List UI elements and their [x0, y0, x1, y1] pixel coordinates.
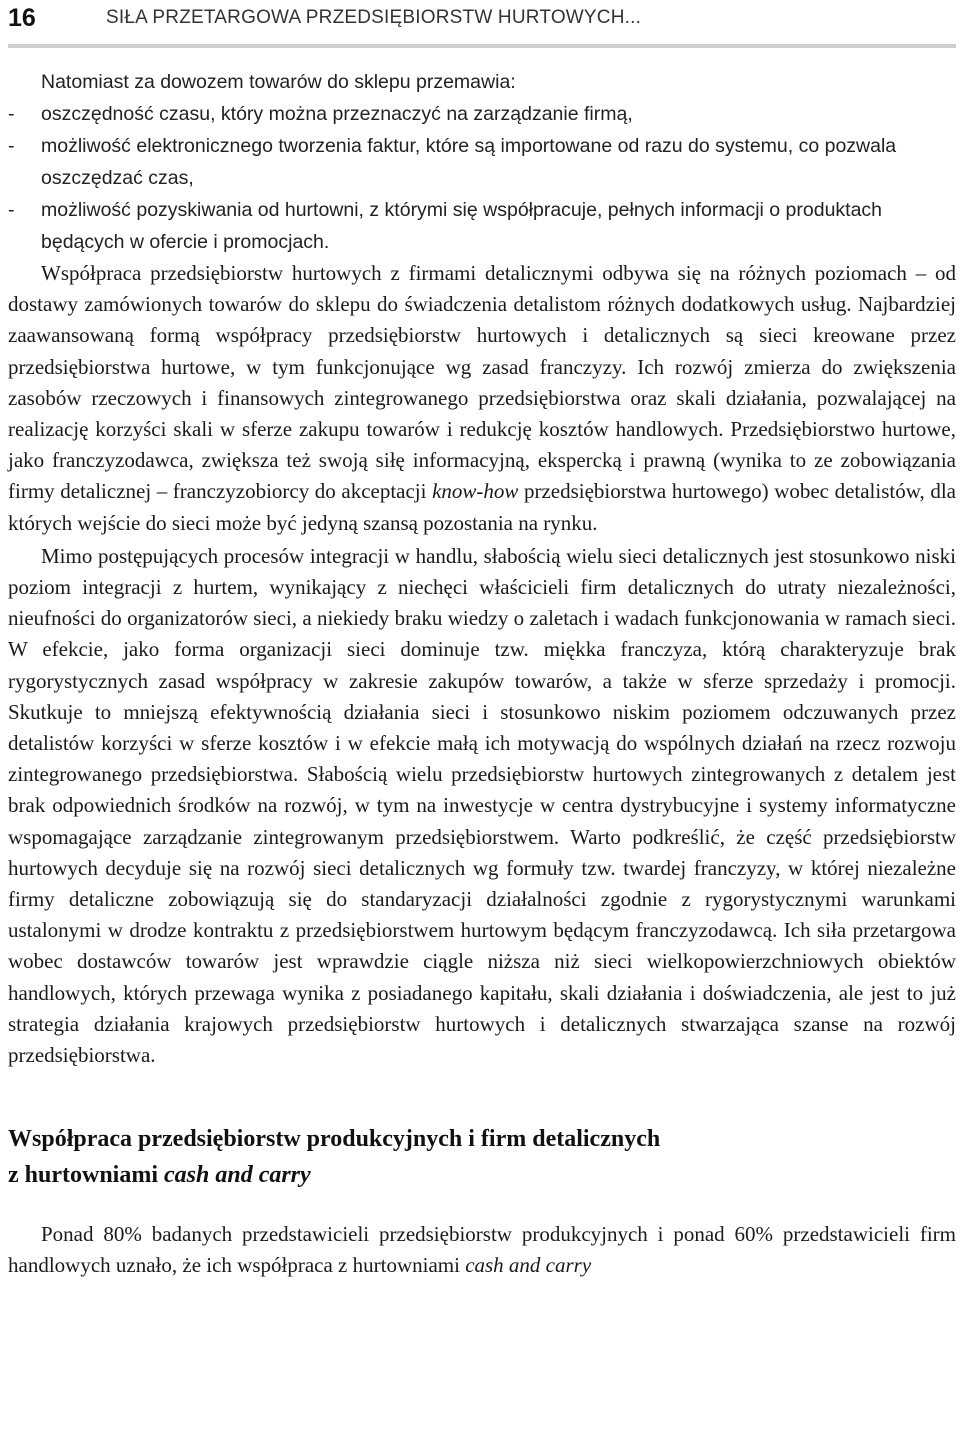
bullet-text: możliwość elektronicznego tworzenia faktur, które są importowane od razu do systemu, co pozwala oszczędzać czas, — [41, 135, 897, 189]
paragraph-cooperation — [8, 258, 956, 539]
paragraph-text: Współpraca przedsiębiorstw hurtowych z firmami detalicznymi odbywa się na różnych poziomach – od dostawy zamówionych towarów do sklepu do świadczenia detalistom różnych dodatkowych usług. Najbardziej zaawansowaną formą współpracy przedsiębiorstw hurtowych i detalicznych są sieci kreowane przez przedsiębiorstwa hurtowe, w tym funkcjonujące wg zasad franczyzy. Ich rozwój zmierza do zwiększenia zasobów rzeczowych i finansowych zintegrowanego przedsiębiorstwa oraz skali działania, pozwalającej na realizację korzyści skali w sferze zakupu towarów i redukcję kosztów handlowych. Przedsiębiorstwo hurtowe, jako franczyzodawca, zwiększa też swoją siłę informacyjną, ekspercką i prawną (wynika to ze zobowiązania firmy detalicznej – franczyzobiorcy do akceptacji — [8, 261, 956, 504]
page-header — [8, 0, 956, 48]
paragraph-integration: Mimo postępujących procesów integracji w handlu, słabością wielu sieci detalicznych jest stosunkowo niski poziom integracji z hurtem, wynikający z niechęci właścicieli firm detalicznych do utraty niezależności, nieufności do organizatorów sieci, a niekiedy braku wiedzy o zaletach i wadach funkcjonowania w ramach sieci. W efekcie, jako forma organizacji sieci dominuje tzw. miękka franczyza, którą charakteryzuje brak rygorystycznych zasad współpracy w zakresie zakupów towarów, a także w sferze sprzedaży i promocji. Skutkuje to mniejszą efektywnością działania sieci i stosunkowo niskim poziomem odczuwanych przez detalistów korzyści w sferze kosztów i w efekcie małą ich motywacją do wspólnych działań na rzecz rozwoju zintegrowanego przedsiębiorstwa. Słabością wielu przedsiębiorstw hurtowych zintegrowanych z detalem jest brak odpowiednich środków na rozwój, w tym na inwestycje w centra dystrybucyjne i systemy informatyczne wspomagające zarządzanie zintegrowanym przedsiębiorstwem. Warto podkreślić, że część przedsiębiorstw hurtowych decyduje się na rozwój sieci detalicznych wg formuły tzw. twardej franczyzy, w której niezależne firmy detaliczne zobowiązują się do standaryzacji działalności zgodnie z rygorystycznymi warunkami ustalonymi w drodze kontraktu z przedsiębiorstwem hurtowym będącym franczyzodawcą. Ich siła przetargowa wobec dostawców towarów jest wprawdzie ciągle niższa niż sieci wielkopowierzchniowych obiektów handlowych, których przewaga wynika z posiadanego kapitału, skali działania i doświadczenia, ale jest to już strategia działania krajowych przedsiębiorstw hurtowych i detalicznych stwarzająca szanse na rozwój przedsiębiorstwa. — [8, 543, 956, 1068]
paragraph-text: przedsiębiorstwa hurtowego) wobec detalistów, dla których wejście do sieci może być jedyną szansą pozostania na rynku. — [8, 479, 957, 535]
list-item — [8, 98, 956, 130]
heading-text: z hurtowniami — [8, 1162, 164, 1189]
list-item — [8, 194, 956, 258]
paragraph-text: Ponad 80% badanych przedstawicieli przedsiębiorstw produkcyjnych i ponad 60% przedstawicieli firm handlowych uznało, że ich współpraca z hurtowniami — [8, 1222, 956, 1278]
italic-term: cash and carry — [465, 1253, 592, 1278]
section-heading-line2 — [8, 1157, 956, 1193]
running-title: SIŁA PRZETARGOWA PRZEDSIĘBIORSTW HURTOWYCH... — [106, 7, 642, 28]
section-heading — [8, 1121, 956, 1193]
page-content — [8, 66, 956, 1282]
bullet-text: oszczędność czasu, który można przeznaczyć na zarządzanie firmą, — [41, 103, 633, 125]
section-heading-line1: Współpraca przedsiębiorstw produkcyjnych i firm detalicznych — [8, 1126, 661, 1153]
bullet-dash: - — [8, 199, 15, 221]
intro-lead: Natomiast za dowozem towarów do sklepu przemawia: — [41, 71, 516, 93]
bullet-dash: - — [8, 135, 15, 157]
bullet-dash: - — [8, 103, 15, 125]
document-page — [8, 0, 956, 1282]
italic-term: know-how — [432, 479, 519, 504]
bullet-text: możliwość pozyskiwania od hurtowni, z którymi się współpracuje, pełnych informacji o produktach będących w ofercie i promocjach. — [41, 199, 883, 253]
list-item — [8, 130, 956, 194]
heading-italic: cash and carry — [164, 1162, 311, 1189]
paragraph-survey — [8, 1219, 956, 1281]
page-number: 16 — [8, 4, 36, 32]
